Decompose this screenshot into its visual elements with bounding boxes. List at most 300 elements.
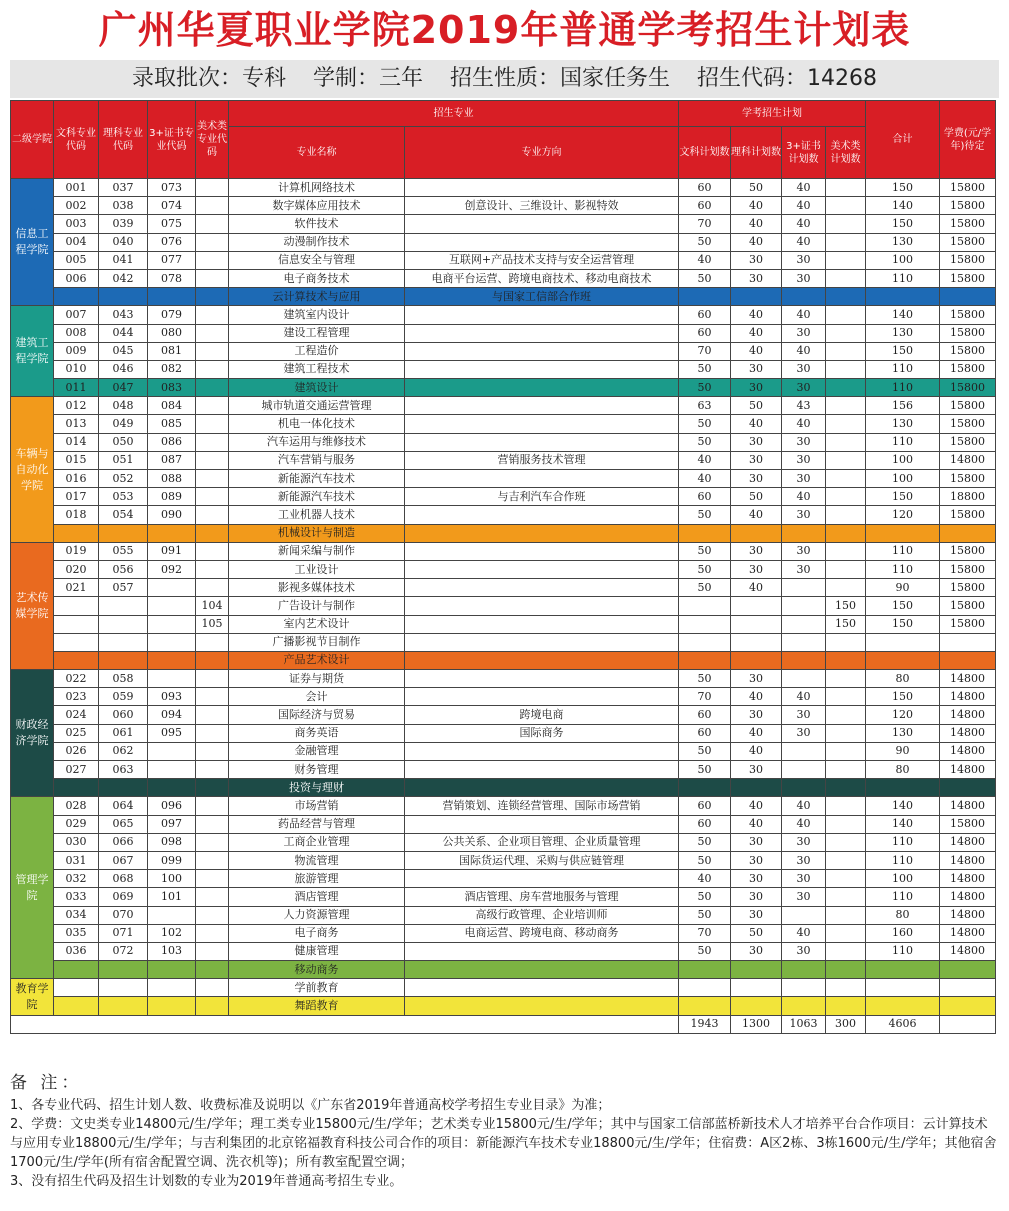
cell-fine-plan	[826, 961, 866, 979]
cell-sci-plan: 40	[731, 688, 782, 706]
cell-total: 130	[866, 324, 940, 342]
cell-fine-code	[196, 524, 229, 542]
cell-cert-code: 094	[148, 706, 196, 724]
cell-direction	[405, 942, 679, 960]
cell-direction	[405, 815, 679, 833]
cell-arts-plan	[679, 979, 731, 997]
cell-cert-plan: 40	[782, 215, 826, 233]
cell-cert-code: 081	[148, 342, 196, 360]
cell-arts-code: 026	[54, 742, 99, 760]
cell-fee: 14800	[940, 742, 996, 760]
cell-major-name: 学前教育	[229, 979, 405, 997]
cell-cert-plan: 40	[782, 197, 826, 215]
college-cell: 艺术传媒学院	[11, 542, 54, 669]
cell-fine-plan	[826, 397, 866, 415]
cell-arts-plan: 60	[679, 306, 731, 324]
cell-fine-plan	[826, 797, 866, 815]
cell-cert-code: 090	[148, 506, 196, 524]
major-row	[11, 560, 996, 578]
cell-fine-code	[196, 560, 229, 578]
cell-arts-plan: 70	[679, 924, 731, 942]
col-direction: 专业方向	[405, 127, 679, 179]
cell-arts-plan: 63	[679, 397, 731, 415]
cell-fine-code: 105	[196, 615, 229, 633]
cell-fine-code: 104	[196, 597, 229, 615]
cell-cert-code: 103	[148, 942, 196, 960]
cell-total: 140	[866, 197, 940, 215]
cell-cert-code	[148, 779, 196, 797]
cell-fine-plan	[826, 851, 866, 869]
cell-fee	[940, 979, 996, 997]
cell-sci-code: 050	[99, 433, 148, 451]
cell-direction	[405, 360, 679, 378]
cell-sci-plan: 30	[731, 706, 782, 724]
cell-total	[866, 651, 940, 669]
cell-cert-plan: 30	[782, 360, 826, 378]
cell-major-name: 药品经营与管理	[229, 815, 405, 833]
cell-direction	[405, 579, 679, 597]
cell-sci-code	[99, 633, 148, 651]
cell-sci-code: 071	[99, 924, 148, 942]
college-cell: 财政经济学院	[11, 670, 54, 797]
cell-direction	[405, 870, 679, 888]
cell-fine-plan	[826, 706, 866, 724]
cell-sci-plan: 30	[731, 360, 782, 378]
cell-fine-code	[196, 906, 229, 924]
cell-fee: 18800	[940, 488, 996, 506]
cell-arts-code	[54, 979, 99, 997]
cell-cert-plan: 40	[782, 924, 826, 942]
total-all: 4606	[866, 1015, 940, 1033]
cell-fee: 14800	[940, 906, 996, 924]
cell-sci-code: 039	[99, 215, 148, 233]
major-row	[11, 688, 996, 706]
enrollment-type: 招生性质：国家任务生	[450, 66, 671, 91]
cell-major-name: 动漫制作技术	[229, 233, 405, 251]
cell-fee: 15800	[940, 306, 996, 324]
cell-direction: 公共关系、企业项目管理、企业质量管理	[405, 833, 679, 851]
col-arts-plan: 文科计划数	[679, 127, 731, 179]
major-row	[11, 433, 996, 451]
cell-sci-plan: 40	[731, 324, 782, 342]
cell-fine-code	[196, 742, 229, 760]
cell-direction	[405, 542, 679, 560]
cell-sci-code	[99, 997, 148, 1015]
cell-direction	[405, 979, 679, 997]
major-row	[11, 906, 996, 924]
cell-fine-plan	[826, 779, 866, 797]
cell-arts-plan: 50	[679, 560, 731, 578]
cell-fine-code	[196, 961, 229, 979]
cell-cert-code: 075	[148, 215, 196, 233]
cell-total: 100	[866, 451, 940, 469]
cell-fee: 15800	[940, 215, 996, 233]
cell-cert-plan: 40	[782, 342, 826, 360]
cell-total: 120	[866, 706, 940, 724]
cell-cert-plan: 30	[782, 470, 826, 488]
cell-direction	[405, 179, 679, 197]
cell-arts-plan: 60	[679, 724, 731, 742]
cell-sci-plan	[731, 779, 782, 797]
cell-sci-plan: 30	[731, 670, 782, 688]
cell-arts-plan: 50	[679, 942, 731, 960]
major-row	[11, 342, 996, 360]
cell-sci-plan: 40	[731, 742, 782, 760]
category-band-row	[11, 379, 996, 397]
cell-fine-code	[196, 324, 229, 342]
cell-major-name: 计算机网络技术	[229, 179, 405, 197]
cell-total	[866, 633, 940, 651]
cell-total: 110	[866, 542, 940, 560]
category-band-row	[11, 997, 996, 1015]
cell-cert-plan: 30	[782, 433, 826, 451]
cell-cert-plan	[782, 779, 826, 797]
cell-total: 156	[866, 397, 940, 415]
cell-total: 110	[866, 269, 940, 287]
enrollment-info-bar	[10, 60, 999, 98]
cell-direction	[405, 342, 679, 360]
notes-heading: 备 注：	[10, 1073, 83, 1093]
cell-arts-plan: 40	[679, 451, 731, 469]
cell-total	[866, 779, 940, 797]
cell-fine-code	[196, 870, 229, 888]
cell-arts-plan: 50	[679, 233, 731, 251]
cell-fine-plan	[826, 761, 866, 779]
cell-fee: 15800	[940, 269, 996, 287]
college-cell: 建筑工程学院	[11, 306, 54, 397]
cell-cert-code	[148, 615, 196, 633]
cell-sci-code: 063	[99, 761, 148, 779]
cell-total: 150	[866, 488, 940, 506]
cell-arts-code: 012	[54, 397, 99, 415]
cell-sci-code: 062	[99, 742, 148, 760]
cell-arts-plan	[679, 633, 731, 651]
cell-sci-code: 059	[99, 688, 148, 706]
cell-total	[866, 961, 940, 979]
cell-sci-code	[99, 524, 148, 542]
cell-major-name: 产品艺术设计	[229, 651, 405, 669]
note-item: 3、没有招生代码及招生计划数的专业为2019年普通高考招生专业。	[10, 1174, 403, 1189]
cell-cert-plan	[782, 906, 826, 924]
cell-arts-code: 018	[54, 506, 99, 524]
cell-cert-plan: 40	[782, 306, 826, 324]
cell-arts-code: 017	[54, 488, 99, 506]
major-row	[11, 670, 996, 688]
cell-cert-plan: 40	[782, 797, 826, 815]
cell-fine-code	[196, 579, 229, 597]
cell-major-name: 舞蹈教育	[229, 997, 405, 1015]
cell-cert-plan	[782, 288, 826, 306]
cell-fine-code	[196, 797, 229, 815]
cell-cert-plan	[782, 961, 826, 979]
cell-cert-code: 078	[148, 269, 196, 287]
cell-arts-code: 015	[54, 451, 99, 469]
cell-fee	[940, 524, 996, 542]
cell-sci-code: 064	[99, 797, 148, 815]
cell-direction	[405, 379, 679, 397]
major-row	[11, 742, 996, 760]
major-row	[11, 724, 996, 742]
cell-cert-code: 101	[148, 888, 196, 906]
cell-arts-code: 033	[54, 888, 99, 906]
cell-arts-plan: 70	[679, 688, 731, 706]
cell-direction	[405, 233, 679, 251]
cell-fine-plan	[826, 233, 866, 251]
cell-fine-code	[196, 215, 229, 233]
cell-arts-code: 025	[54, 724, 99, 742]
cell-total: 110	[866, 560, 940, 578]
cell-arts-code: 031	[54, 851, 99, 869]
cell-direction	[405, 215, 679, 233]
major-row	[11, 488, 996, 506]
cell-total: 150	[866, 179, 940, 197]
enrollment-plan-table	[10, 100, 996, 1034]
cell-fine-code	[196, 506, 229, 524]
cell-total: 90	[866, 579, 940, 597]
col-group-plan: 学考招生计划	[679, 101, 866, 127]
cell-cert-plan: 30	[782, 506, 826, 524]
cell-arts-code: 029	[54, 815, 99, 833]
cell-arts-plan: 50	[679, 851, 731, 869]
schooling-length: 学制：三年	[312, 66, 423, 91]
cell-direction	[405, 761, 679, 779]
cell-fine-code	[196, 470, 229, 488]
cell-fine-plan	[826, 742, 866, 760]
cell-fine-plan	[826, 542, 866, 560]
cell-cert-code: 083	[148, 379, 196, 397]
cell-cert-code: 100	[148, 870, 196, 888]
cell-arts-plan: 60	[679, 488, 731, 506]
cell-sci-plan	[731, 633, 782, 651]
cell-fine-code	[196, 779, 229, 797]
cell-fee: 15800	[940, 360, 996, 378]
cell-sci-code: 051	[99, 451, 148, 469]
cell-total: 80	[866, 906, 940, 924]
cell-direction	[405, 324, 679, 342]
cell-fine-plan	[826, 269, 866, 287]
col-cert-plan: 3+证书计划数	[782, 127, 826, 179]
cell-major-name: 人力资源管理	[229, 906, 405, 924]
cell-fee: 15800	[940, 433, 996, 451]
col-fine-code: 美术类专业代码	[196, 101, 229, 179]
cell-fee	[940, 961, 996, 979]
total-cert: 1063	[782, 1015, 826, 1033]
cell-fee: 14800	[940, 724, 996, 742]
cell-direction: 电商平台运营、跨境电商技术、移动电商技术	[405, 269, 679, 287]
cell-arts-plan: 50	[679, 379, 731, 397]
cell-cert-plan: 30	[782, 833, 826, 851]
cell-fine-plan	[826, 633, 866, 651]
cell-sci-plan	[731, 997, 782, 1015]
cell-fee: 14800	[940, 451, 996, 469]
cell-cert-plan: 40	[782, 688, 826, 706]
cell-fine-plan	[826, 251, 866, 269]
cell-sci-code	[99, 651, 148, 669]
cell-fine-code	[196, 670, 229, 688]
cell-sci-plan: 30	[731, 433, 782, 451]
cell-fee: 14800	[940, 888, 996, 906]
major-row	[11, 888, 996, 906]
cell-fine-plan: 150	[826, 597, 866, 615]
cell-fine-code	[196, 979, 229, 997]
cell-sci-code: 044	[99, 324, 148, 342]
cell-fee: 14800	[940, 942, 996, 960]
cell-arts-code: 005	[54, 251, 99, 269]
cell-direction	[405, 615, 679, 633]
cell-direction	[405, 470, 679, 488]
cell-fine-plan	[826, 888, 866, 906]
cell-sci-code: 052	[99, 470, 148, 488]
cell-major-name: 国际经济与贸易	[229, 706, 405, 724]
cell-major-name: 工业机器人技术	[229, 506, 405, 524]
cell-sci-plan: 40	[731, 415, 782, 433]
cell-fine-plan	[826, 179, 866, 197]
major-row	[11, 215, 996, 233]
cell-sci-plan: 30	[731, 851, 782, 869]
cell-arts-code: 009	[54, 342, 99, 360]
cell-fine-code	[196, 306, 229, 324]
cell-major-name: 酒店管理	[229, 888, 405, 906]
cell-fine-plan	[826, 524, 866, 542]
cell-arts-code	[54, 997, 99, 1015]
cell-fee: 15800	[940, 542, 996, 560]
cell-sci-plan: 50	[731, 924, 782, 942]
admission-batch: 录取批次：专科	[131, 66, 286, 91]
cell-fine-plan	[826, 979, 866, 997]
cell-fee: 15800	[940, 197, 996, 215]
cell-fine-code	[196, 924, 229, 942]
cell-cert-plan: 30	[782, 851, 826, 869]
col-cert-code: 3+证书专业代码	[148, 101, 196, 179]
cell-sci-code: 061	[99, 724, 148, 742]
cell-sci-plan: 40	[731, 579, 782, 597]
cell-sci-code: 040	[99, 233, 148, 251]
cell-cert-plan: 40	[782, 415, 826, 433]
major-row	[11, 706, 996, 724]
cell-arts-plan: 60	[679, 197, 731, 215]
major-row	[11, 924, 996, 942]
cell-direction	[405, 397, 679, 415]
cell-arts-plan: 50	[679, 833, 731, 851]
cell-fee: 14800	[940, 670, 996, 688]
col-fine-plan: 美术类计划数	[826, 127, 866, 179]
cell-arts-plan: 50	[679, 506, 731, 524]
cell-fee: 14800	[940, 688, 996, 706]
cell-total: 110	[866, 851, 940, 869]
cell-fine-plan	[826, 670, 866, 688]
notes-section	[10, 1074, 1000, 1191]
cell-fee	[940, 779, 996, 797]
cell-fine-plan	[826, 360, 866, 378]
cell-arts-code: 021	[54, 579, 99, 597]
major-row	[11, 870, 996, 888]
cell-major-name: 广告设计与制作	[229, 597, 405, 615]
cell-arts-plan: 50	[679, 670, 731, 688]
cell-fine-code	[196, 179, 229, 197]
cell-cert-plan: 30	[782, 251, 826, 269]
cell-arts-code	[54, 615, 99, 633]
cell-fine-plan	[826, 215, 866, 233]
cell-cert-plan: 30	[782, 942, 826, 960]
cell-total: 130	[866, 724, 940, 742]
cell-total: 110	[866, 942, 940, 960]
cell-sci-code: 066	[99, 833, 148, 851]
total-arts: 1943	[679, 1015, 731, 1033]
cell-fine-code	[196, 397, 229, 415]
category-band-row	[11, 288, 996, 306]
cell-sci-plan: 40	[731, 797, 782, 815]
cell-fine-plan	[826, 924, 866, 942]
cell-direction	[405, 651, 679, 669]
cell-cert-plan: 30	[782, 870, 826, 888]
cell-fine-code	[196, 197, 229, 215]
cell-fee: 15800	[940, 615, 996, 633]
cell-sci-plan: 40	[731, 342, 782, 360]
cell-cert-code: 074	[148, 197, 196, 215]
cell-major-name: 广播影视节目制作	[229, 633, 405, 651]
cell-fee	[940, 633, 996, 651]
major-row	[11, 942, 996, 960]
major-row	[11, 833, 996, 851]
cell-arts-code	[54, 961, 99, 979]
cell-major-name: 室内艺术设计	[229, 615, 405, 633]
major-row	[11, 979, 996, 997]
cell-sci-plan: 40	[731, 197, 782, 215]
cell-fee: 15800	[940, 815, 996, 833]
cell-major-name: 建筑室内设计	[229, 306, 405, 324]
cell-fine-code	[196, 688, 229, 706]
cell-sci-code: 067	[99, 851, 148, 869]
page-title: 广州华夏职业学院2019年普通学考招生计划表	[98, 8, 911, 52]
cell-arts-plan: 50	[679, 269, 731, 287]
col-major-name: 专业名称	[229, 127, 405, 179]
cell-fine-plan	[826, 833, 866, 851]
cell-sci-code: 056	[99, 560, 148, 578]
cell-major-name: 建筑设计	[229, 379, 405, 397]
major-row	[11, 251, 996, 269]
cell-total: 150	[866, 597, 940, 615]
cell-direction: 高级行政管理、企业培训师	[405, 906, 679, 924]
cell-cert-code	[148, 979, 196, 997]
cell-major-name: 电子商务技术	[229, 269, 405, 287]
cell-direction: 国际商务	[405, 724, 679, 742]
cell-sci-code: 037	[99, 179, 148, 197]
cell-total: 80	[866, 670, 940, 688]
cell-sci-plan: 30	[731, 542, 782, 560]
col-sci-code: 理科专业代码	[99, 101, 148, 179]
cell-fee: 15800	[940, 342, 996, 360]
cell-major-name: 建设工程管理	[229, 324, 405, 342]
cell-arts-code: 011	[54, 379, 99, 397]
cell-sci-plan: 50	[731, 488, 782, 506]
cell-cert-plan: 40	[782, 488, 826, 506]
cell-cert-code: 077	[148, 251, 196, 269]
cell-fine-code	[196, 542, 229, 560]
cell-fine-plan	[826, 306, 866, 324]
major-row	[11, 306, 996, 324]
cell-total: 150	[866, 688, 940, 706]
category-band-row	[11, 524, 996, 542]
cell-cert-plan	[782, 633, 826, 651]
cell-fine-code	[196, 288, 229, 306]
col-group-major: 招生专业	[229, 101, 679, 127]
cell-sci-plan: 30	[731, 451, 782, 469]
cell-sci-plan	[731, 597, 782, 615]
cell-arts-plan: 60	[679, 324, 731, 342]
cell-cert-code	[148, 524, 196, 542]
major-row	[11, 761, 996, 779]
cell-sci-plan: 40	[731, 306, 782, 324]
